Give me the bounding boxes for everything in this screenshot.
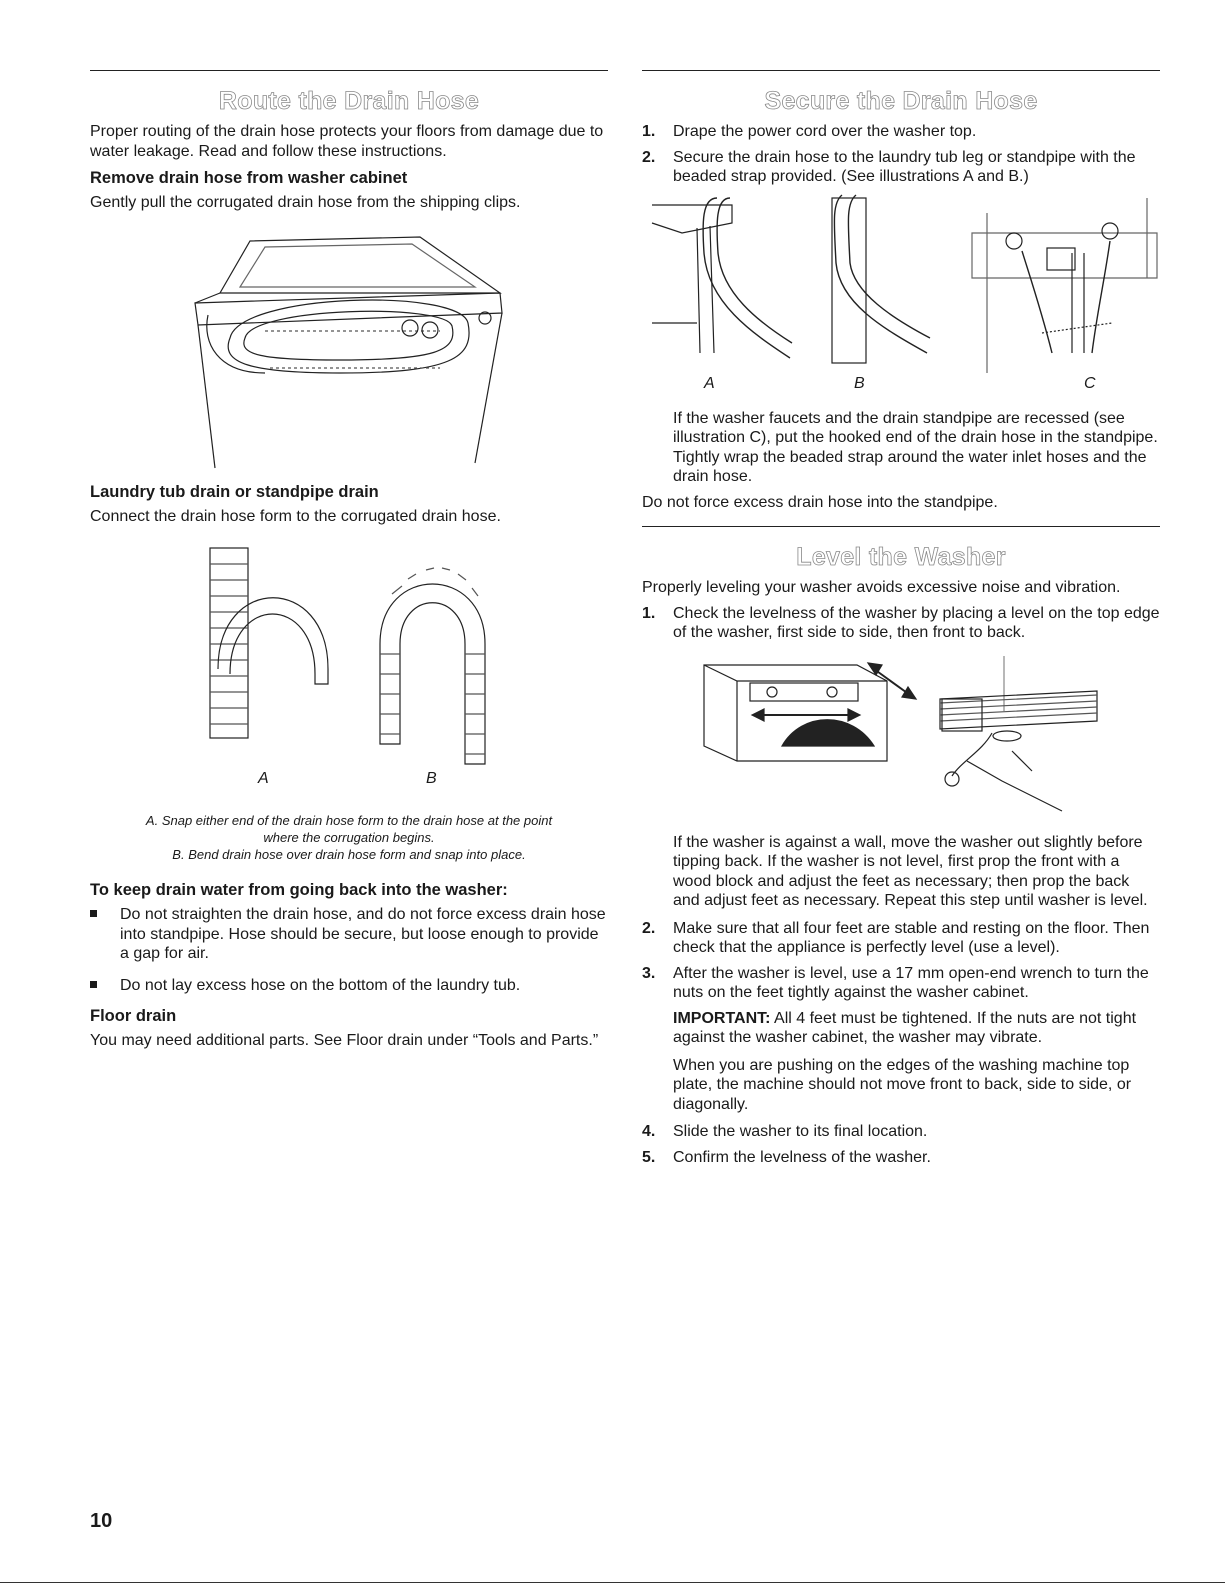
important-label: IMPORTANT: [673, 1009, 771, 1027]
route-title: Route the Drain Hose [218, 87, 480, 115]
leveling-illustration [642, 651, 1160, 821]
no-force-text: Do not force excess drain hose into the standpipe. [642, 493, 998, 511]
bullet-icon [90, 910, 97, 917]
floor-heading: Floor drain [90, 1007, 177, 1025]
remove-heading: Remove drain hose from washer cabinet [90, 169, 408, 187]
level-steps-final [642, 1122, 1160, 1167]
fig-label-a: A [704, 374, 715, 392]
drain-hose-securing-illustration [642, 193, 1160, 403]
list-item: Do not straighten the drain hose, and do not force excess drain hose into standpipe. Hose should be secure, but loose enough to provide a gap for air. [90, 905, 608, 964]
secure-steps [642, 122, 1160, 187]
left-column [90, 70, 608, 1057]
list-item: 4. Slide the washer to its final location. [642, 1123, 928, 1140]
section-rule [90, 70, 608, 71]
list-item: 1. Check the levelness of the washer by placing a level on the top edge of the washer, first side to side, then front to back. [642, 604, 1160, 641]
caption-b: B. Bend drain hose over drain hose form and snap into place. [172, 847, 526, 862]
keep-heading: To keep drain water from going back into the washer: [90, 881, 508, 899]
fig-label-c: C [1084, 374, 1096, 392]
important-note: IMPORTANT: All 4 feet must be tightened. If the nuts are not tight against the washer cabinet, the washer may vibrate. [673, 1009, 1137, 1046]
bottom-rule [0, 1582, 1225, 1583]
keep-bullet-list [90, 905, 608, 995]
list-item: 2. Secure the drain hose to the laundry tub leg or standpipe with the beaded strap provided. (See illustrations A and B.) [642, 148, 1136, 185]
section-rule [642, 70, 1160, 71]
drain-hose-form-illustration [90, 534, 608, 794]
caption-a: A. Snap either end of the drain hose form to the drain hose at the point where the corrugation begins. [145, 813, 553, 845]
right-column [642, 70, 1160, 1173]
route-intro: Proper routing of the drain hose protects your floors from damage due to water leakage. Read and follow these instructions. [90, 123, 604, 160]
fig-label-b: B [426, 770, 437, 787]
washer-cabinet-illustration [90, 223, 608, 483]
level-steps-continued [642, 919, 1160, 1003]
pushing-text: When you are pushing on the edges of the washing machine top plate, the machine should not move front to back, side to side, or diagonally. [673, 1056, 1132, 1113]
list-item: 3. After the washer is level, use a 17 mm open-end wrench to turn the nuts on the feet tightly against the washer cabinet. [642, 964, 1149, 1001]
list-item: 2. Make sure that all four feet are stable and resting on the floor. Then check that the appliance is perfectly level (use a level). [642, 919, 1150, 956]
level-title: Level the Washer [796, 543, 1006, 571]
laundry-text: Connect the drain hose form to the corrugated drain hose. [90, 507, 501, 525]
recessed-text: If the washer faucets and the drain standpipe are recessed (see illustration C), put the hooked end of the drain hose in the standpipe. Tightly wrap the beaded strap around the water inlet hoses and the drain hose. [673, 409, 1158, 485]
remove-text: Gently pull the corrugated drain hose from the shipping clips. [90, 194, 521, 211]
list-item: 1. Drape the power cord over the washer top. [642, 123, 977, 140]
section-rule [642, 526, 1160, 527]
level-steps [642, 604, 1160, 643]
level-intro: Properly leveling your washer avoids excessive noise and vibration. [642, 579, 1121, 596]
fig-label-a: A [258, 770, 269, 787]
laundry-heading: Laundry tub drain or standpipe drain [90, 482, 379, 501]
wall-text: If the washer is against a wall, move the washer out slightly before tipping back. If the washer is not level, first prop the front with a wood block and adjust the feet as necessary; then prop the back and adjust feet as necessary. Repeat this step until washer is level. [673, 833, 1148, 909]
floor-text: You may need additional parts. See Floor drain under “Tools and Parts.” [90, 1032, 599, 1049]
page-number: 10 [90, 1510, 113, 1532]
list-item: Do not lay excess hose on the bottom of the laundry tub. [90, 976, 608, 996]
bullet-icon [90, 981, 97, 988]
list-item: 5. Confirm the levelness of the washer. [642, 1148, 931, 1166]
fig-label-b: B [854, 374, 865, 392]
secure-title: Secure the Drain Hose [764, 87, 1038, 115]
